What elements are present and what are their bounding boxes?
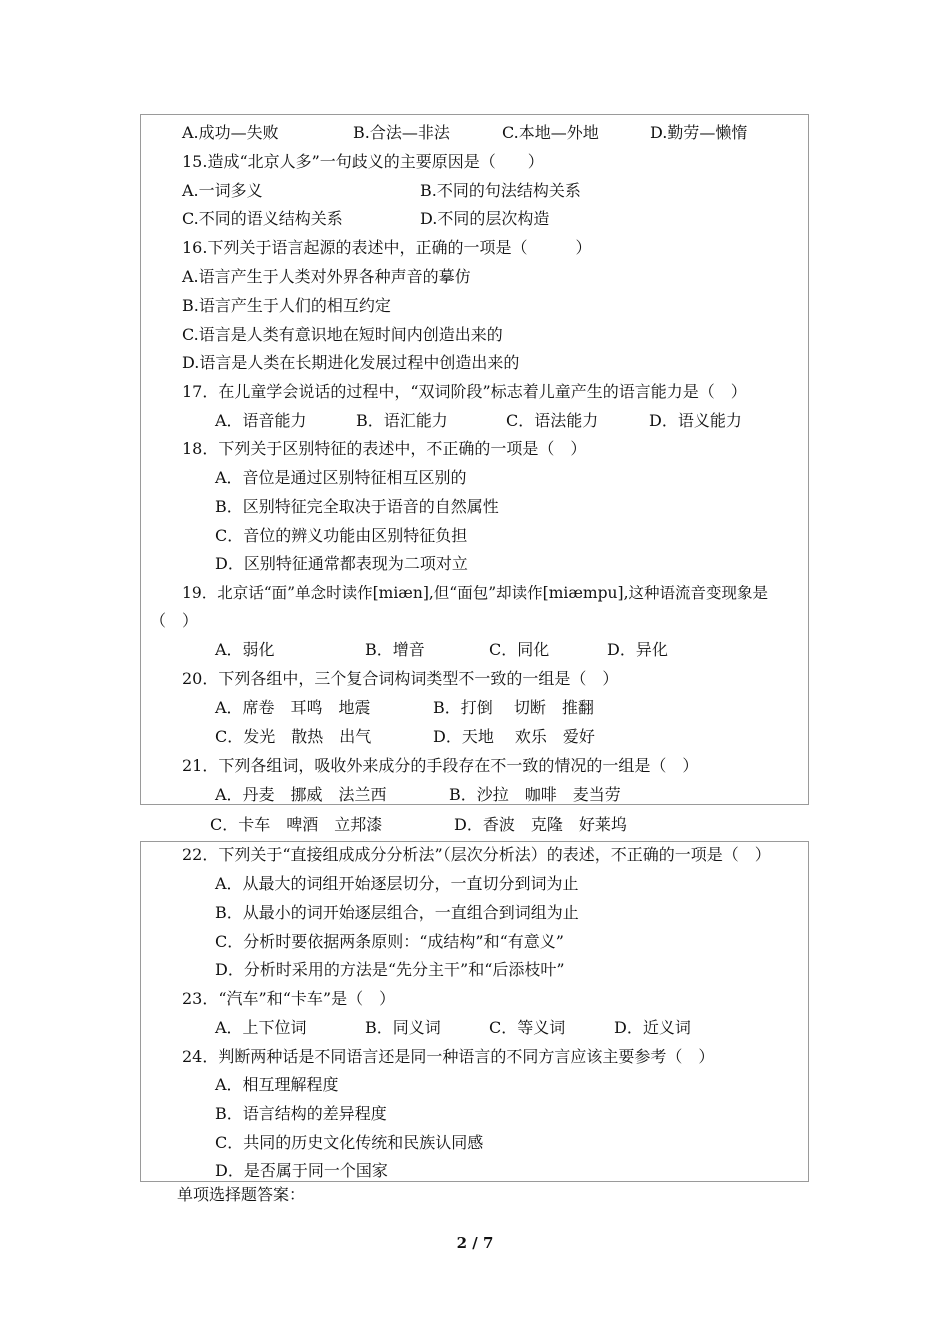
q21-option-d: D．香波 克隆 好莱坞: [454, 815, 627, 834]
q22-option-d: D．分析时采用的方法是“先分主干”和“后添枝叶”: [215, 960, 565, 979]
q17-option-b: B．语汇能力: [356, 411, 448, 430]
q19-stem: 19．北京话“面”单念时读作[miæn],但“面包”却读作[miæmpu],这种语流音变现象是: [182, 584, 768, 602]
q20-option-c: C．发光 散热 出气: [215, 727, 372, 746]
q17-option-a: A．语音能力: [215, 411, 307, 430]
q18-option-c: C．音位的辨义功能由区别特征负担: [215, 526, 468, 545]
q17-stem: 17．在儿童学会说话的过程中，“双词阶段”标志着儿童产生的语言能力是（ ）: [182, 382, 747, 401]
page-number: 2 / 7: [456, 1234, 494, 1252]
q23-option-a: A．上下位词: [215, 1018, 307, 1037]
q24-stem: 24．判断两种话是不同语言还是同一种语言的不同方言应该主要参考（ ）: [182, 1047, 715, 1066]
q20-option-b: B．打倒 切断 推翻: [433, 698, 594, 717]
q14-option-c: C.本地—外地: [502, 123, 599, 142]
q22-option-b: B．从最小的词开始逐层组合，一直组合到词组为止: [215, 903, 579, 922]
q20-stem: 20．下列各组中，三个复合词构词类型不一致的一组是（ ）: [182, 669, 619, 688]
q17-option-d: D．语义能力: [649, 411, 742, 430]
q19-option-b: B．增音: [365, 640, 425, 659]
q18-option-a: A．音位是通过区别特征相互区别的: [215, 468, 467, 487]
answers-heading: 单项选择题答案：: [177, 1185, 306, 1204]
q15-stem: 15.造成“北京人多”一句歧义的主要原因是（ ）: [182, 152, 544, 171]
q23-stem: 23．“汽车”和“卡车”是（ ）: [182, 989, 396, 1008]
q20-option-a: A．席卷 耳鸣 地震: [215, 698, 371, 717]
q19-option-a: A．弱化: [215, 640, 275, 659]
q16-option-b: B.语言产生于人们的相互约定: [182, 296, 391, 315]
q24-option-b: B．语言结构的差异程度: [215, 1104, 387, 1123]
q14-option-d: D.勤劳—懒惰: [650, 123, 748, 142]
q21-stem: 21．下列各组词，吸收外来成分的手段存在不一致的情况的一组是（ ）: [182, 756, 699, 775]
q14-option-b: B.合法—非法: [353, 123, 450, 142]
q22-stem: 22．下列关于“直接组成成分分析法”（层次分析法）的表述，不正确的一项是（ ）: [182, 845, 771, 864]
q16-option-d: D.语言是人类在长期进化发展过程中创造出来的: [182, 353, 520, 372]
q18-option-b: B．区别特征完全取决于语音的自然属性: [215, 497, 499, 516]
q16-option-a: A.语言产生于人类对外界各种声音的摹仿: [182, 267, 471, 286]
q23-option-c: C．等义词: [489, 1018, 566, 1037]
q22-option-c: C．分析时要依据两条原则：“成结构”和“有意义”: [215, 932, 564, 951]
q17-option-c: C．语法能力: [506, 411, 599, 430]
q22-option-a: A．从最大的词组开始逐层切分，一直切分到词为止: [215, 874, 579, 893]
q21-option-a: A．丹麦 挪威 法兰西: [215, 785, 387, 804]
q19-option-d: D．异化: [607, 640, 668, 659]
q21-option-c: C．卡车 啤酒 立邦漆: [210, 815, 383, 834]
q18-option-d: D．区别特征通常都表现为二项对立: [215, 554, 468, 573]
q16-option-c: C.语言是人类有意识地在短时间内创造出来的: [182, 325, 503, 344]
q24-option-c: C．共同的历史文化传统和民族认同感: [215, 1133, 484, 1152]
q16-stem: 16.下列关于语言起源的表述中，正确的一项是（ ）: [182, 238, 592, 257]
q19-option-c: C．同化: [489, 640, 550, 659]
q24-option-d: D．是否属于同一个国家: [215, 1161, 388, 1180]
q23-option-d: D．近义词: [614, 1018, 691, 1037]
q19-stem-continued: （ ）: [150, 611, 199, 630]
q24-option-a: A．相互理解程度: [215, 1075, 339, 1094]
q18-stem: 18．下列关于区别特征的表述中，不正确的一项是（ ）: [182, 439, 587, 458]
q14-option-a: A.成功—失败: [182, 123, 279, 142]
q21-option-b: B．沙拉 咖啡 麦当劳: [449, 785, 621, 804]
q15-option-b: B.不同的句法结构关系: [420, 181, 581, 200]
q15-option-d: D.不同的层次构造: [420, 209, 550, 228]
q20-option-d: D．天地 欢乐 爱好: [433, 727, 595, 746]
q15-option-a: A.一词多义: [182, 181, 263, 200]
q23-option-b: B．同义词: [365, 1018, 441, 1037]
q15-option-c: C.不同的语义结构关系: [182, 209, 343, 228]
